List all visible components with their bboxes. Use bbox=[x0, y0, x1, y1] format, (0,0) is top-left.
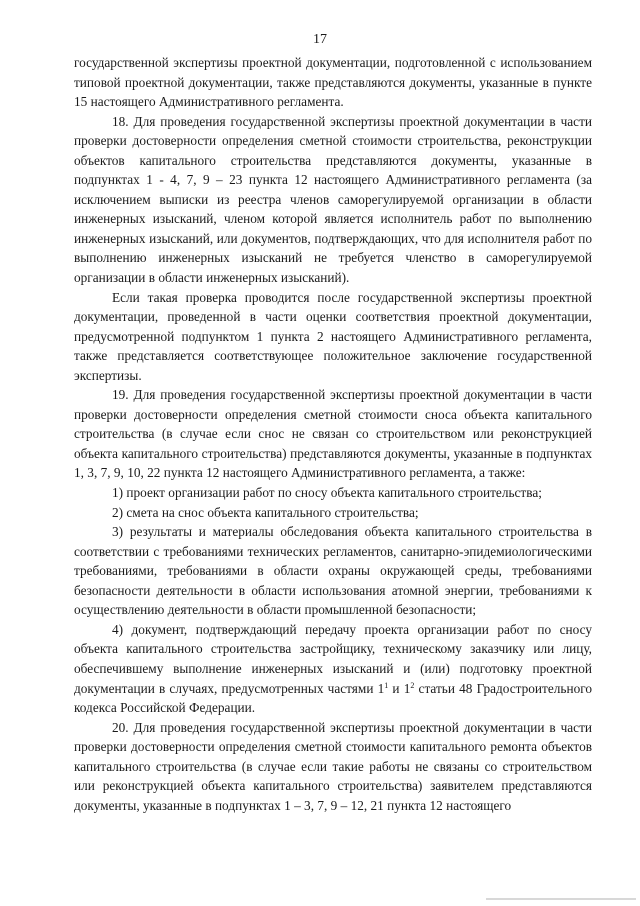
paragraph-item-18-note: Если такая проверка проводится после государственной экспертизы проектной документации, проведенной в части оценки соответствия проектной документации, предусмотренной подпунктом 1 пункта 2 настоящего Административного регламента, также представляется соответствующее положительное заключение государственной экспертизы. bbox=[74, 289, 592, 383]
document-body bbox=[74, 53, 592, 815]
paragraph-item-19: 19. Для проведения государственной экспертизы проектной документации в части проверки достоверности определения сметной стоимости сноса объекта капитального строительства (в случае если снос не связан со строительством или реконструкцией объекта капитального строительства) представляются документы, указанные в подпунктах 1, 3, 7, 9, 10, 22 пункта 12 настоящего Административного регламента, а также: bbox=[74, 387, 592, 481]
subitem-4-text-end: статьи 48 Градостроительного кодекса Российской Федерации. bbox=[74, 680, 592, 716]
subitem-4-text-mid: и 1 bbox=[388, 680, 411, 696]
page-number: 17 bbox=[313, 32, 327, 47]
paragraph-subitem-2: 2) смета на снос объекта капитального строительства; bbox=[112, 504, 419, 520]
paragraph-subitem-4 bbox=[74, 620, 592, 718]
paragraph-item-20: 20. Для проведения государственной экспертизы проектной документации в части проверки достоверности определения сметной стоимости капитального ремонта объектов капитального строительства (в случае если такие работы не связаны со строительством или реконструкцией объекта капитального строительства) заявителем представляются документы, указанные в подпунктах 1 – 3, 7, 9 – 12, 21 пункта 12 настоящего bbox=[74, 719, 592, 813]
paragraph-item-18: 18. Для проведения государственной экспертизы проектной документации в части проверки достоверности определения сметной стоимости строительства, реконструкции объектов капитального строительства представляются документы, указанные в подпунктах 1 - 4, 7, 9 – 23 пункта 12 настоящего Административного регламента (за исключением выписки из реестра членов саморегулируемой организации в области инженерных изысканий, членом которой является исполнитель работ по выполнению инженерных изысканий, или документов, подтверждающих, что для исполнителя работ по выполнению инженерных изысканий не требуется членство в саморегулируемой организации в области инженерных изысканий). bbox=[74, 113, 592, 286]
paragraph-continuation: государственной экспертизы проектной документации, подготовленной с использованием типовой проектной документации, также представляются документы, указанные в пункте 15 настоящего Административного регламента. bbox=[74, 55, 592, 110]
superscript-1: 1 bbox=[384, 680, 389, 690]
superscript-2: 2 bbox=[410, 680, 415, 690]
subitem-4-text-start: 4) документ, подтверждающий передачу проекта организации работ по сносу объекта капитального строительства застройщику, техническому заказчику или лицу, обеспечившему выполнение инженерных изысканий и (или) подготовку проектной документации в случаях, предусмотренных частями 1 bbox=[74, 621, 592, 696]
paragraph-subitem-3: 3) результаты и материалы обследования объекта капитального строительства в соответствии с требованиями технических регламентов, санитарно-эпидемиологическими требованиями, требованиями в области охраны окружающей среды, требованиями безопасности деятельности в области использования атомной энергии, требованиями к осуществлению деятельности в области промышленной безопасности; bbox=[74, 524, 592, 618]
scan-edge-mark bbox=[486, 898, 636, 900]
paragraph-subitem-1: 1) проект организации работ по сносу объекта капитального строительства; bbox=[112, 485, 542, 501]
